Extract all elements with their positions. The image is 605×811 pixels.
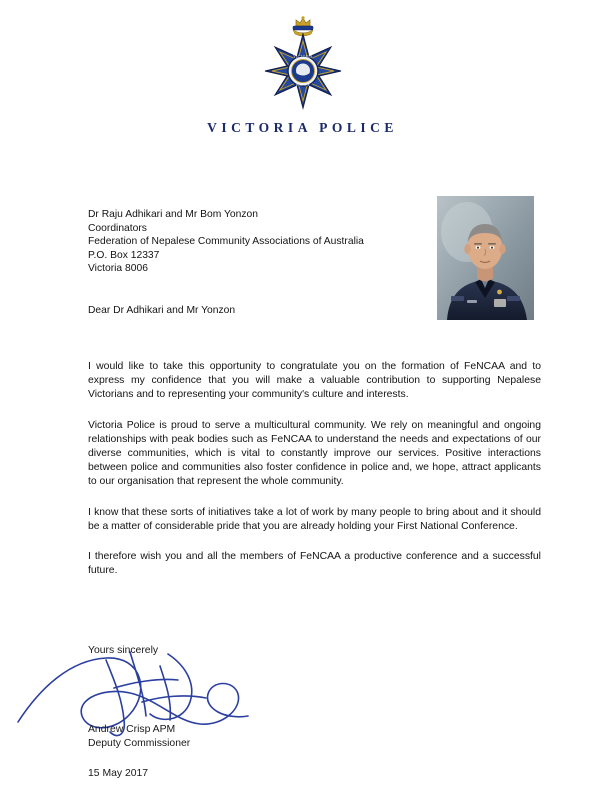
signer-name: Andrew Crisp APM: [88, 724, 176, 735]
salutation: Dear Dr Adhikari and Mr Yonzon: [88, 304, 236, 316]
body-paragraph-4: I therefore wish you and all the members of FeNCAA a productive conference and a successful future.: [88, 551, 541, 577]
recipient-address: [88, 208, 452, 276]
body-paragraph-3: I know that these sorts of initiatives take a lot of work by many people to bring about and it should be a matter of considerable pride that you are already holding your First National Conference.: [88, 506, 541, 532]
body-paragraph-2: Victoria Police is proud to serve a multicultural community. We rely on meaningful and ongoing relationships with peak bodies such as FeNCAA to understand the needs and expectations of our diverse communities, which is vital to constantly improve our services. Positive interactions between police and communities also foster confidence in police and, we hope, attract applicants to our organisation that represent the whole community.: [88, 419, 541, 488]
letter-content: [88, 208, 452, 318]
svg-text:VICTORIA: VICTORIA: [292, 55, 313, 60]
recipient-line-4: P.O. Box 12337: [88, 249, 160, 261]
organisation-name: VICTORIA POLICE: [207, 120, 398, 135]
signer-title: Deputy Commissioner: [88, 737, 191, 749]
recipient-line-2: Coordinators: [88, 222, 147, 234]
crest-container: [0, 16, 605, 112]
victoria-police-crest-icon: [262, 16, 344, 112]
recipient-line-3: Federation of Nepalese Community Associations of Australia: [88, 236, 364, 248]
signer-block: [88, 723, 190, 750]
recipient-line-1: Dr Raju Adhikari and Mr Bom Yonzon: [88, 209, 258, 220]
signoff: Yours sincerely: [88, 645, 159, 656]
body-paragraph-1: I would like to take this opportunity to congratulate you on the formation of FeNCAA and to express my confidence that you will make a valuable contribution to supporting Nepalese Victorians and to representing your community's culture and interests.: [88, 361, 541, 401]
letter-date: 15 May 2017: [88, 768, 149, 779]
letter-body: [88, 360, 541, 578]
svg-text:POLICE: POLICE: [295, 83, 310, 88]
recipient-line-5: Victoria 8006: [88, 263, 148, 275]
